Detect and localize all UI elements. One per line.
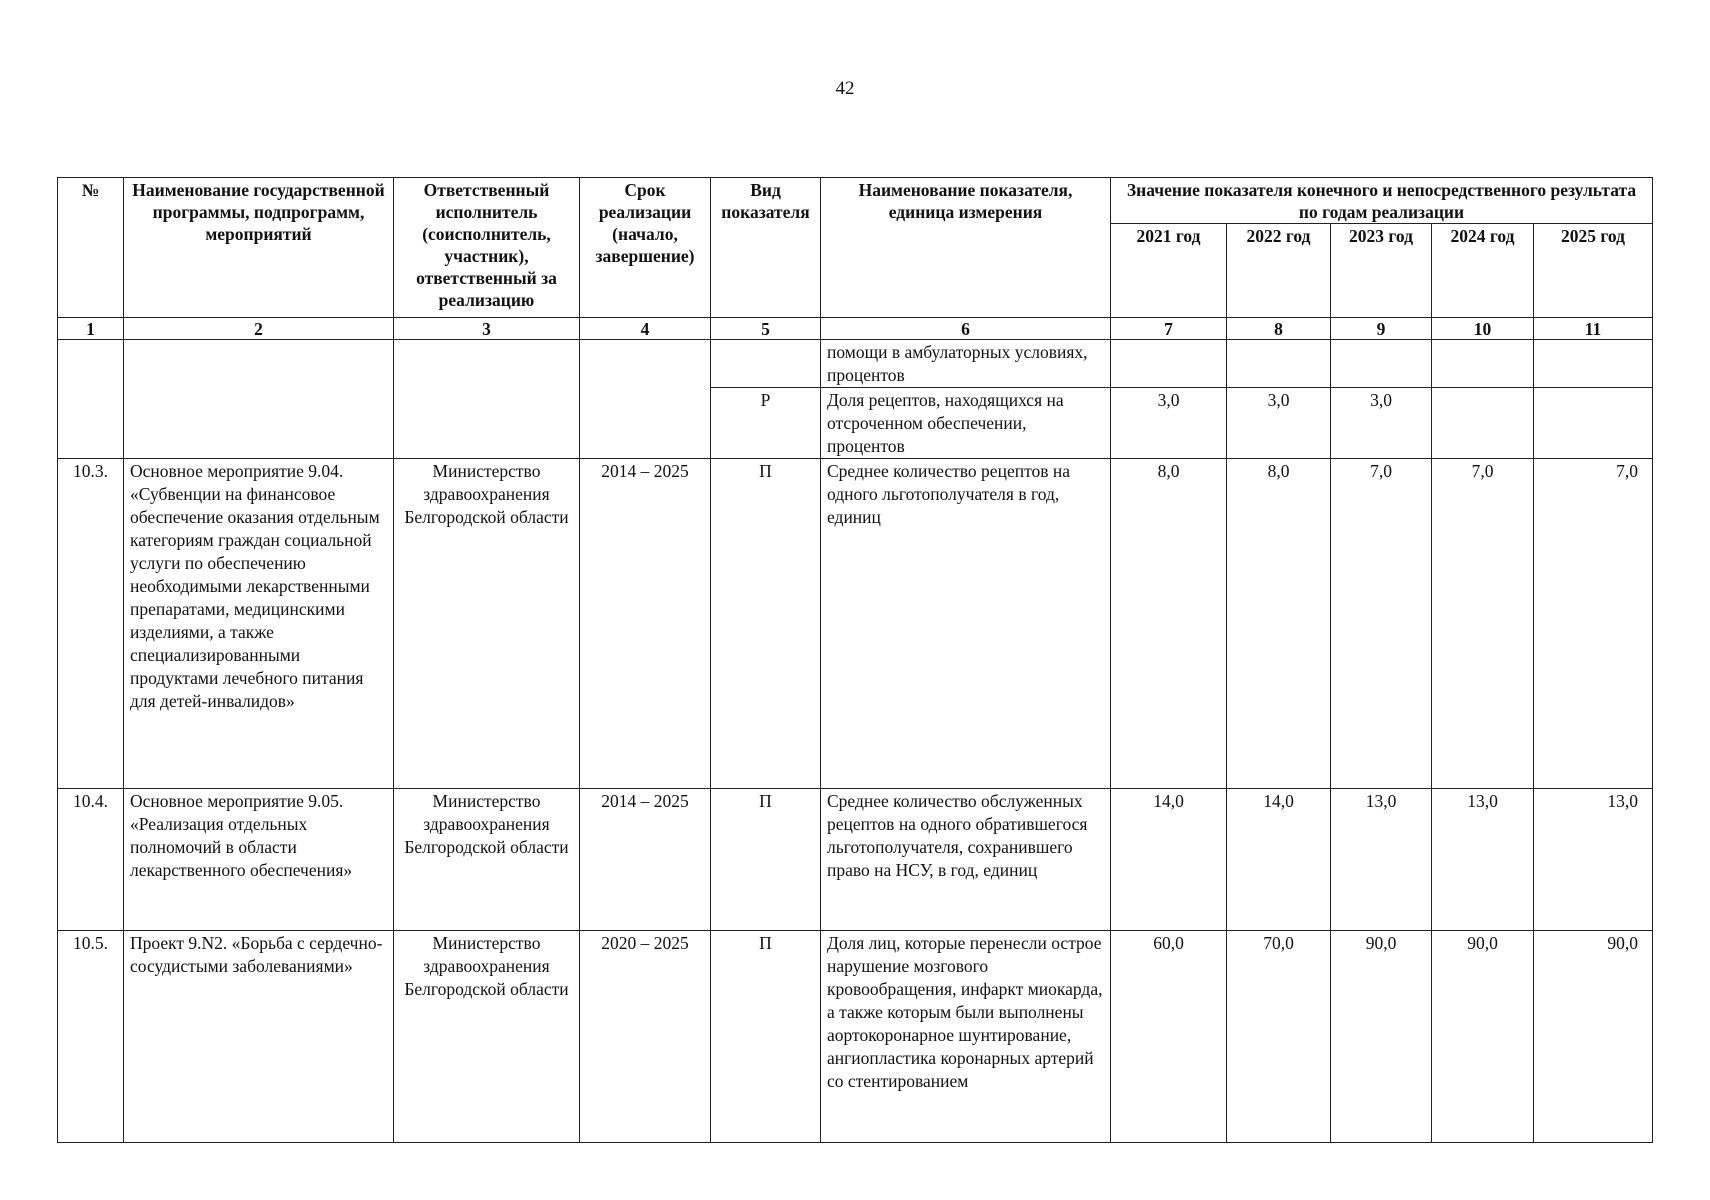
- cell-term: 2020 – 2025: [580, 931, 711, 1143]
- cell-value-2024: [1432, 340, 1534, 388]
- cell-name: Основное мероприятие 9.04. «Субвенции на финансовое обеспечение оказания отдельным категориям граждан социальной услуги по обеспечению необходимыми лекарственными препаратами, медицинскими изделиями, а также специализированными продуктами лечебного питания для детей-инвалидов»: [124, 459, 394, 789]
- cell-value-2021: 3,0: [1111, 388, 1227, 459]
- header-executor: Ответственный исполнитель (соисполнитель, участник), ответственный за реализацию: [394, 178, 580, 318]
- cell-value-2021: 60,0: [1111, 931, 1227, 1143]
- cell-value-2024: 7,0: [1432, 459, 1534, 789]
- cell-indicator-name: Доля лиц, которые перенесли острое нарушение мозгового кровообращения, инфаркт миокарда, а также которым были выполнены аортокоронарное шунтирование, ангиопластика коронарных артерий со стентированием: [821, 931, 1111, 1143]
- cell-term: 2014 – 2025: [580, 789, 711, 931]
- header-year-2025: 2025 год: [1534, 224, 1653, 318]
- cell-value-2025: 90,0: [1534, 931, 1653, 1143]
- cell-value-2025: [1534, 340, 1653, 388]
- cell-executor: Министерство здравоохранения Белгородской области: [394, 931, 580, 1143]
- col-number: 11: [1534, 318, 1653, 340]
- cell-value-2021: [1111, 340, 1227, 388]
- header-year-2023: 2023 год: [1331, 224, 1432, 318]
- cell-name: Проект 9.N2. «Борьба с сердечно-сосудистыми заболеваниями»: [124, 931, 394, 1143]
- cell-indicator-name: помощи в амбулаторных условиях, процентов: [821, 340, 1111, 388]
- col-number: 7: [1111, 318, 1227, 340]
- cell-indicator-type: [711, 340, 821, 388]
- cell-indicator-type: Р: [711, 388, 821, 459]
- cell-value-2025: 7,0: [1534, 459, 1653, 789]
- col-number: 6: [821, 318, 1111, 340]
- cell-value-2022: [1227, 340, 1331, 388]
- cell-term: 2014 – 2025: [580, 459, 711, 789]
- cell-value-2022: 8,0: [1227, 459, 1331, 789]
- cell-no: 10.5.: [58, 931, 124, 1143]
- cell-value-2022: 14,0: [1227, 789, 1331, 931]
- header-name: Наименование государственной программы, подпрограмм, мероприятий: [124, 178, 394, 318]
- col-number: 9: [1331, 318, 1432, 340]
- header-indicator-type: Вид показателя: [711, 178, 821, 318]
- cell-name: Основное мероприятие 9.05. «Реализация отдельных полномочий в области лекарственного обеспечения»: [124, 789, 394, 931]
- cell-executor: [394, 340, 580, 459]
- cell-executor: Министерство здравоохранения Белгородской области: [394, 789, 580, 931]
- cell-indicator-type: П: [711, 789, 821, 931]
- cell-name: [124, 340, 394, 459]
- table-row: [58, 789, 1653, 931]
- page-number: 42: [835, 78, 855, 99]
- cell-no: 10.4.: [58, 789, 124, 931]
- cell-indicator-name: Среднее количество обслуженных рецептов на одного обратившегося льготополучателя, сохранившего право на НСУ, в год, единиц: [821, 789, 1111, 931]
- cell-value-2025: 13,0: [1534, 789, 1653, 931]
- cell-value-2023: 90,0: [1331, 931, 1432, 1143]
- cell-value-2022: 3,0: [1227, 388, 1331, 459]
- table-row: [58, 459, 1653, 789]
- header-year-2024: 2024 год: [1432, 224, 1534, 318]
- header-year-2021: 2021 год: [1111, 224, 1227, 318]
- cell-value-2023: 13,0: [1331, 789, 1432, 931]
- cell-value-2021: 8,0: [1111, 459, 1227, 789]
- cell-no: 10.3.: [58, 459, 124, 789]
- header-year-2022: 2022 год: [1227, 224, 1331, 318]
- cell-executor: Министерство здравоохранения Белгородской области: [394, 459, 580, 789]
- header-indicator-name: Наименование показателя, единица измерения: [821, 178, 1111, 318]
- cell-value-2024: 13,0: [1432, 789, 1534, 931]
- col-number: 8: [1227, 318, 1331, 340]
- cell-value-2022: 70,0: [1227, 931, 1331, 1143]
- col-number: 5: [711, 318, 821, 340]
- col-number: 2: [124, 318, 394, 340]
- header-no: №: [58, 178, 124, 318]
- header-values: Значение показателя конечного и непосредственного результата по годам реализации: [1111, 178, 1653, 224]
- cell-value-2021: 14,0: [1111, 789, 1227, 931]
- cell-indicator-name: Среднее количество рецептов на одного льготополучателя в год, единиц: [821, 459, 1111, 789]
- cell-value-2023: 7,0: [1331, 459, 1432, 789]
- cell-value-2024: 90,0: [1432, 931, 1534, 1143]
- table-row: [58, 931, 1653, 1143]
- cell-value-2024: [1432, 388, 1534, 459]
- col-number: 3: [394, 318, 580, 340]
- cell-no: [58, 340, 124, 459]
- header-term: Срок реализации (начало, завершение): [580, 178, 711, 318]
- cell-term: [580, 340, 711, 459]
- cell-indicator-name: Доля рецептов, находящихся на отсроченном обеспечении, процентов: [821, 388, 1111, 459]
- cell-value-2023: 3,0: [1331, 388, 1432, 459]
- table-row: [58, 340, 1653, 388]
- col-number: 4: [580, 318, 711, 340]
- cell-indicator-type: П: [711, 459, 821, 789]
- cell-indicator-type: П: [711, 931, 821, 1143]
- cell-value-2025: [1534, 388, 1653, 459]
- col-number: 1: [58, 318, 124, 340]
- cell-value-2023: [1331, 340, 1432, 388]
- col-number: 10: [1432, 318, 1534, 340]
- indicators-table: [57, 177, 1653, 1143]
